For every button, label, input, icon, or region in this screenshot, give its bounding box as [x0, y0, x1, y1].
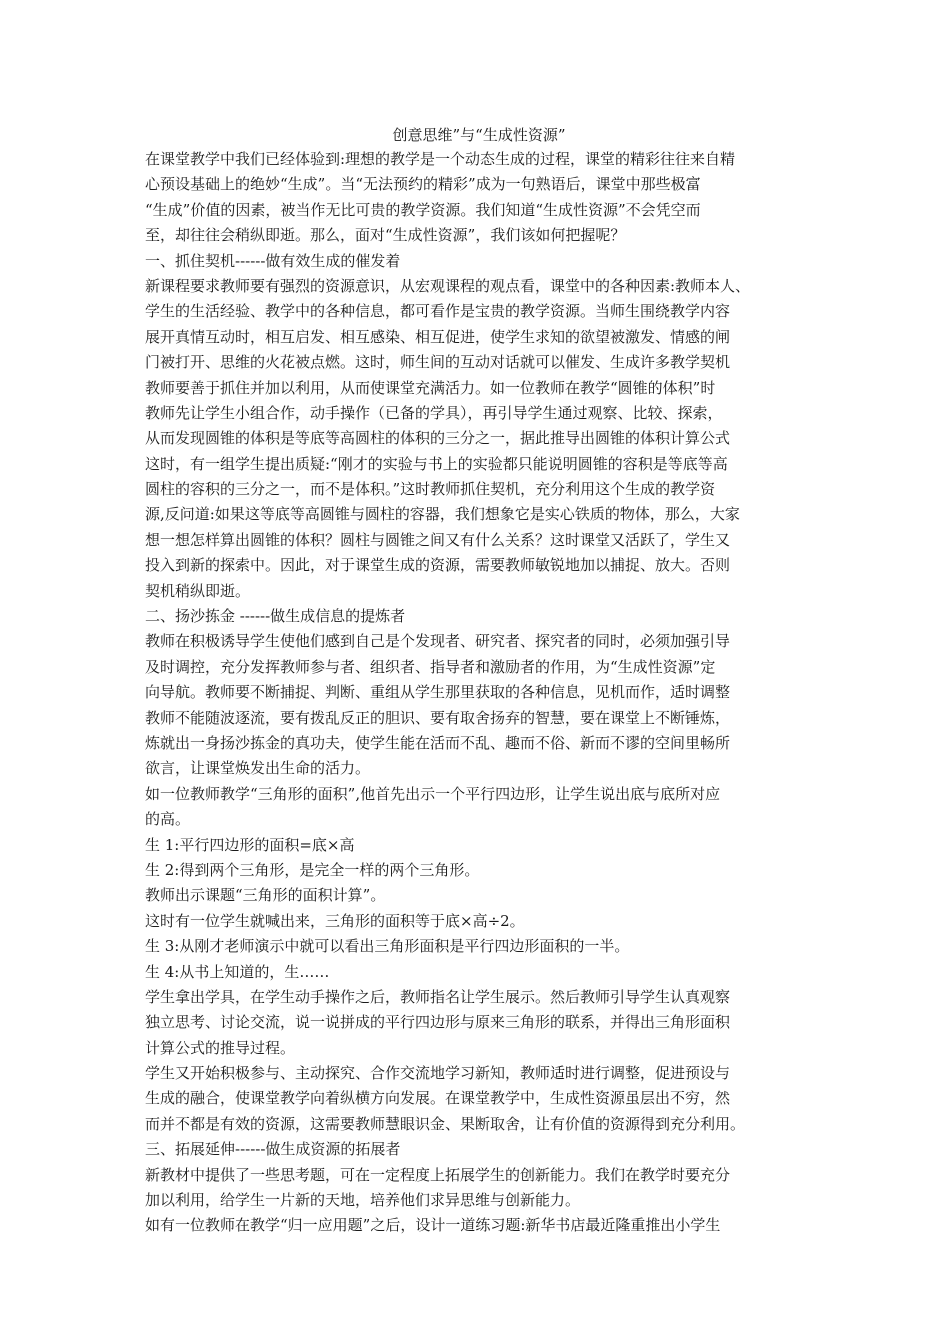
text-line: 从而发现圆锥的体积是等底等高圆柱的体积的三分之一，据此推导出圆锥的体积计算公式	[145, 429, 731, 448]
text-line: 学生拿出学具，在学生动手操作之后，教师指名让学生展示。然后教师引导学生认真观察	[145, 987, 731, 1006]
text-line: 及时调控，充分发挥教师参与者、组织者、指导者和激励者的作用，为“生成性资源”定	[145, 657, 716, 676]
text-line: 这时，有一组学生提出质疑:“刚才的实验与书上的实验都只能说明圆锥的容积是等底等高	[145, 454, 728, 473]
text-line: 独立思考、讨论交流，说一说拼成的平行四边形与原来三角形的联系，并得出三角形面积	[145, 1013, 731, 1032]
text-line: 教师不能随波逐流，要有拨乱反正的胆识、要有取舍扬弃的智慧，要在课堂上不断锤炼，	[145, 708, 731, 727]
text-line: 生 3:从刚才老师演示中就可以看出三角形面积是平行四边形面积的一半。	[145, 937, 630, 956]
text-line: 想一想怎样算出圆锥的体积？圆柱与圆锥之间又有什么关系？这时课堂又活跃了，学生又	[145, 530, 731, 549]
text-line: 圆柱的容积的三分之一，而不是体积。”这时教师抓住契机，充分利用这个生成的教学资	[145, 480, 716, 499]
text-line: 向导航。教师要不断捕捉、判断、重组从学生那里获取的各种信息，见机而作，适时调整	[145, 683, 731, 702]
text-line: 这时有一位学生就喊出来，三角形的面积等于底×高÷2。	[145, 911, 525, 930]
document-page	[145, 124, 813, 1239]
text-line: 计算公式的推导过程。	[145, 1038, 296, 1057]
text-line: 契机稍纵即逝。	[145, 581, 251, 600]
text-line: 的高。	[145, 810, 191, 829]
text-line: 新教材中提供了一些思考题，可在一定程度上拓展学生的创新能力。我们在教学时要充分	[145, 1165, 731, 1184]
text-line: 学生的生活经验、教学中的各种信息，都可看作是宝贵的教学资源。当师生围绕教学内容	[145, 302, 731, 321]
text-line: 生 2:得到两个三角形，是完全一样的两个三角形。	[145, 860, 480, 879]
text-line: 炼就出一身扬沙拣金的真功夫，使学生能在活而不乱、趣而不俗、新而不谬的空间里畅所	[145, 733, 731, 752]
text-line: 在课堂教学中我们已经体验到:理想的教学是一个动态生成的过程，课堂的精彩往往来自精	[145, 150, 736, 168]
text-line: 三、拓展延伸------做生成资源的拓展者	[145, 1140, 401, 1159]
text-line: 加以利用，给学生一片新的天地，培养他们求异思维与创新能力。	[145, 1191, 581, 1210]
text-line: 教师先让学生小组合作，动手操作（已备的学具），再引导学生通过观察、比较、探索，	[145, 403, 723, 422]
text-line: 如一位教师教学“三角形的面积”,他首先出示一个平行四边形，让学生说出底与底所对应	[145, 784, 721, 803]
text-line: 生成的融合，使课堂教学向着纵横方向发展。在课堂教学中，生成性资源虽层出不穷，然	[145, 1089, 731, 1108]
text-line: “生成”价值的因素，被当作无比可贵的教学资源。我们知道“生成性资源”不会凭空而	[145, 200, 701, 219]
text-line: 生 1:平行四边形的面积=底×高	[145, 835, 355, 854]
text-line: 生 4:从书上知道的，生……	[145, 962, 330, 981]
text-line: 至，却往往会稍纵即逝。那么，面对“生成性资源”，我们该如何把握呢？	[145, 226, 626, 245]
text-line: 而并不都是有效的资源，这需要教师慧眼识金、果断取舍，让有价值的资源得到充分利用。	[145, 1114, 746, 1133]
document-body	[145, 147, 813, 1239]
text-line: 源,反问道:如果这等底等高圆锥与圆柱的容器，我们想象它是实心铁质的物体，那么，大家	[145, 505, 740, 524]
text-line: 教师在积极诱导学生使他们感到自己是个发现者、研究者、探究者的同时，必须加强引导	[145, 632, 731, 651]
text-line: 教师要善于抓住并加以利用，从而使课堂充满活力。如一位教师在教学“圆锥的体积”时	[145, 378, 716, 397]
text-line: 展开真情互动时，相互启发、相互感染、相互促进，使学生求知的欲望被激发、情感的闸	[145, 327, 731, 346]
text-line: 心预设基础上的绝妙“生成”。当“无法预约的精彩”成为一句熟语后，课堂中那些极富	[145, 175, 701, 194]
text-line: 二、扬沙拣金 ------做生成信息的提炼者	[145, 607, 406, 626]
text-line: 新课程要求教师要有强烈的资源意识，从宏观课程的观点看，课堂中的各种因素:教师本人、	[145, 276, 751, 295]
document-title: 创意思维”与“生成性资源”	[392, 126, 566, 144]
text-line: 如有一位教师在教学“归一应用题”之后，设计一道练习题:新华书店最近隆重推出小学生	[145, 1216, 721, 1235]
text-line: 投入到新的探索中。因此，对于课堂生成的资源，需要教师敏锐地加以捕捉、放大。否则	[145, 556, 731, 575]
text-line: 学生又开始积极参与、主动探究、合作交流地学习新知，教师适时进行调整，促进预设与	[145, 1064, 731, 1083]
text-line: 欲言，让课堂焕发出生命的活力。	[145, 759, 371, 778]
text-line: 一、抓住契机------做有效生成的催发着	[145, 251, 401, 270]
text-line: 教师出示课题“三角形的面积计算”。	[145, 886, 386, 905]
text-line: 门被打开、思维的火花被点燃。这时，师生间的互动对话就可以催发、生成许多教学契机	[145, 353, 731, 372]
